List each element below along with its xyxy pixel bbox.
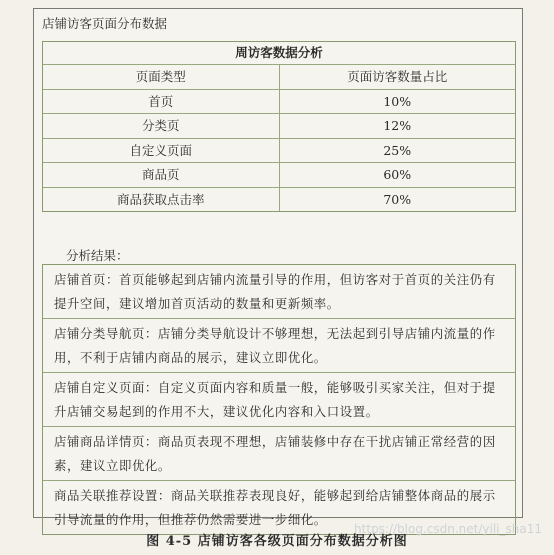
row-visitor-share: 10%	[279, 90, 516, 114]
table-row	[43, 187, 515, 212]
table-header-row	[43, 64, 515, 89]
row-page-type: 商品页	[141, 167, 180, 182]
visitor-data-table	[42, 41, 516, 212]
analysis-item-category-nav: 店铺分类导航页：店铺分类导航设计不够理想，无法起到引导店铺内流量的作用，不利于店铺内商品的展示，建议立即优化。	[43, 318, 515, 372]
header-visitor-share: 页面访客数量占比	[279, 65, 516, 89]
table-row	[43, 162, 515, 187]
analysis-item-custom-page: 店铺自定义页面：自定义页面内容和质量一般，能够吸引买家关注，但对于提升店铺交易起到的作用不大，建议优化内容和入口设置。	[43, 372, 515, 426]
table-row	[43, 89, 515, 114]
analysis-item-homepage: 店铺首页：首页能够起到店铺内流量引导的作用，但访客对于首页的关注仍有提升空间，建议增加首页活动的数量和更新频率。	[54, 272, 496, 311]
row-page-type: 自定义页面	[129, 142, 192, 158]
watermark: https://blog.csdn.net/yili_sha11	[354, 522, 542, 536]
analysis-item-product-detail: 店铺商品详情页：商品页表现不理想，店铺装修中存在干扰店铺正常经营的因素，建议立即优化。	[43, 426, 515, 480]
header-page-type: 页面类型	[135, 69, 186, 84]
table-title-row	[43, 42, 515, 64]
row-page-type: 首页	[148, 93, 174, 109]
analysis-label: 分析结果：	[66, 248, 129, 263]
document-title: 店铺访客页面分布数据	[42, 16, 168, 31]
row-visitor-share: 70%	[279, 188, 516, 212]
figure-caption: 图 4-5 店铺访客各级页面分布数据分析图	[146, 534, 408, 549]
row-visitor-share: 60%	[279, 163, 516, 187]
analysis-item-recommendation: 商品关联推荐设置：商品关联推荐表现良好，能够起到给店铺整体商品的展示引导流量的作用，但推荐仍然需要进一步细化。	[43, 480, 515, 534]
row-page-type: 分类页	[141, 118, 180, 133]
row-page-type: 商品获取点击率	[116, 191, 205, 207]
table-row	[43, 138, 515, 163]
analysis-list	[42, 264, 516, 535]
table-row	[43, 113, 515, 138]
row-visitor-share: 12%	[279, 114, 516, 138]
table-title: 周访客数据分析	[235, 45, 323, 60]
row-visitor-share: 25%	[279, 139, 516, 163]
